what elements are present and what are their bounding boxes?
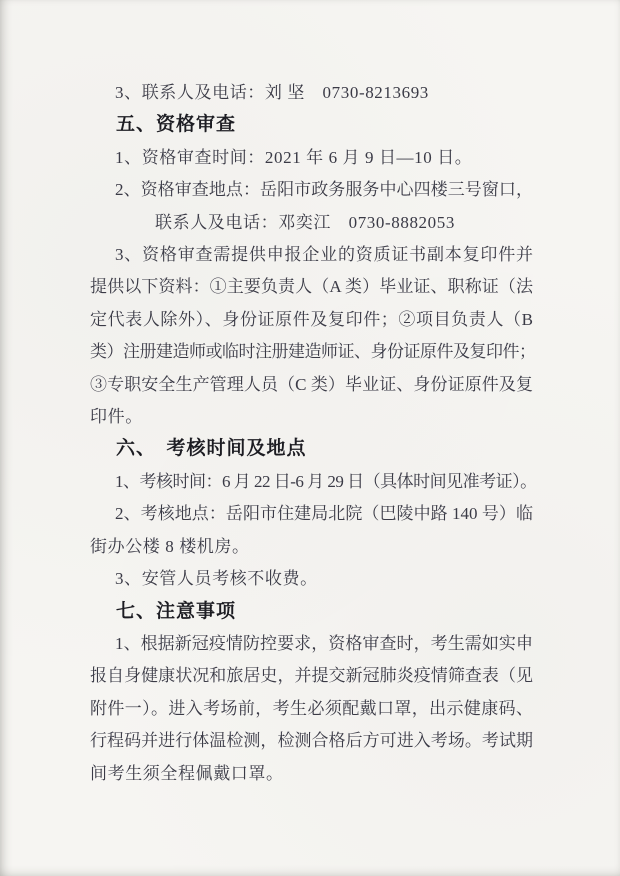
doc-line: 2、资格审查地点：岳阳市政务服务中心四楼三号窗口，	[115, 180, 533, 200]
doc-line: 3、资格审查需提供申报企业的资质证书副本复印件并	[115, 245, 533, 265]
doc-line: 行程码并进行体温检测，检测合格后方可进入考场。考试期	[90, 731, 533, 751]
doc-line: 提供以下资料：①主要负责人（A 类）毕业证、职称证（法	[90, 277, 533, 297]
doc-line: 附件一）。进入考场前，考生必须配戴口罩，出示健康码、	[90, 698, 533, 718]
doc-line: 联系人及电话：邓奕江 0730-8882053	[155, 212, 455, 232]
section-heading: 七、注意事项	[116, 600, 237, 622]
doc-line: 印件。	[90, 407, 143, 427]
doc-line: 类）注册建造师或临时注册建造师证、身份证原件及复印件；	[90, 342, 536, 362]
doc-line: 3、安管人员考核不收费。	[115, 569, 318, 589]
doc-line: 1、资格审查时间：2021 年 6 月 9 日—10 日。	[115, 147, 473, 167]
doc-line: 间考生须全程佩戴口罩。	[90, 763, 284, 783]
doc-line: ③专职安全生产管理人员（C 类）毕业证、身份证原件及复	[90, 374, 533, 394]
document-body	[90, 77, 537, 790]
section-heading: 六、 考核时间及地点	[116, 438, 307, 460]
doc-line: 定代表人除外）、身份证原件及复印件；②项目负责人（B	[90, 309, 533, 329]
doc-line: 街办公楼 8 楼机房。	[90, 536, 250, 556]
doc-line: 报自身健康状况和旅居史，并提交新冠肺炎疫情筛查表（见	[90, 666, 533, 686]
doc-line: 1、根据新冠疫情防控要求，资格审查时，考生需如实申	[115, 633, 533, 653]
doc-line: 1、考核时间：6 月 22 日-6 月 29 日（具体时间见准考证）。	[115, 471, 537, 491]
doc-line: 3、联系人及电话：刘 坚 0730-8213693	[115, 83, 429, 102]
section-heading: 五、资格审查	[116, 114, 237, 136]
doc-line: 2、考核地点：岳阳市住建局北院（巴陵中路 140 号）临	[115, 504, 533, 524]
